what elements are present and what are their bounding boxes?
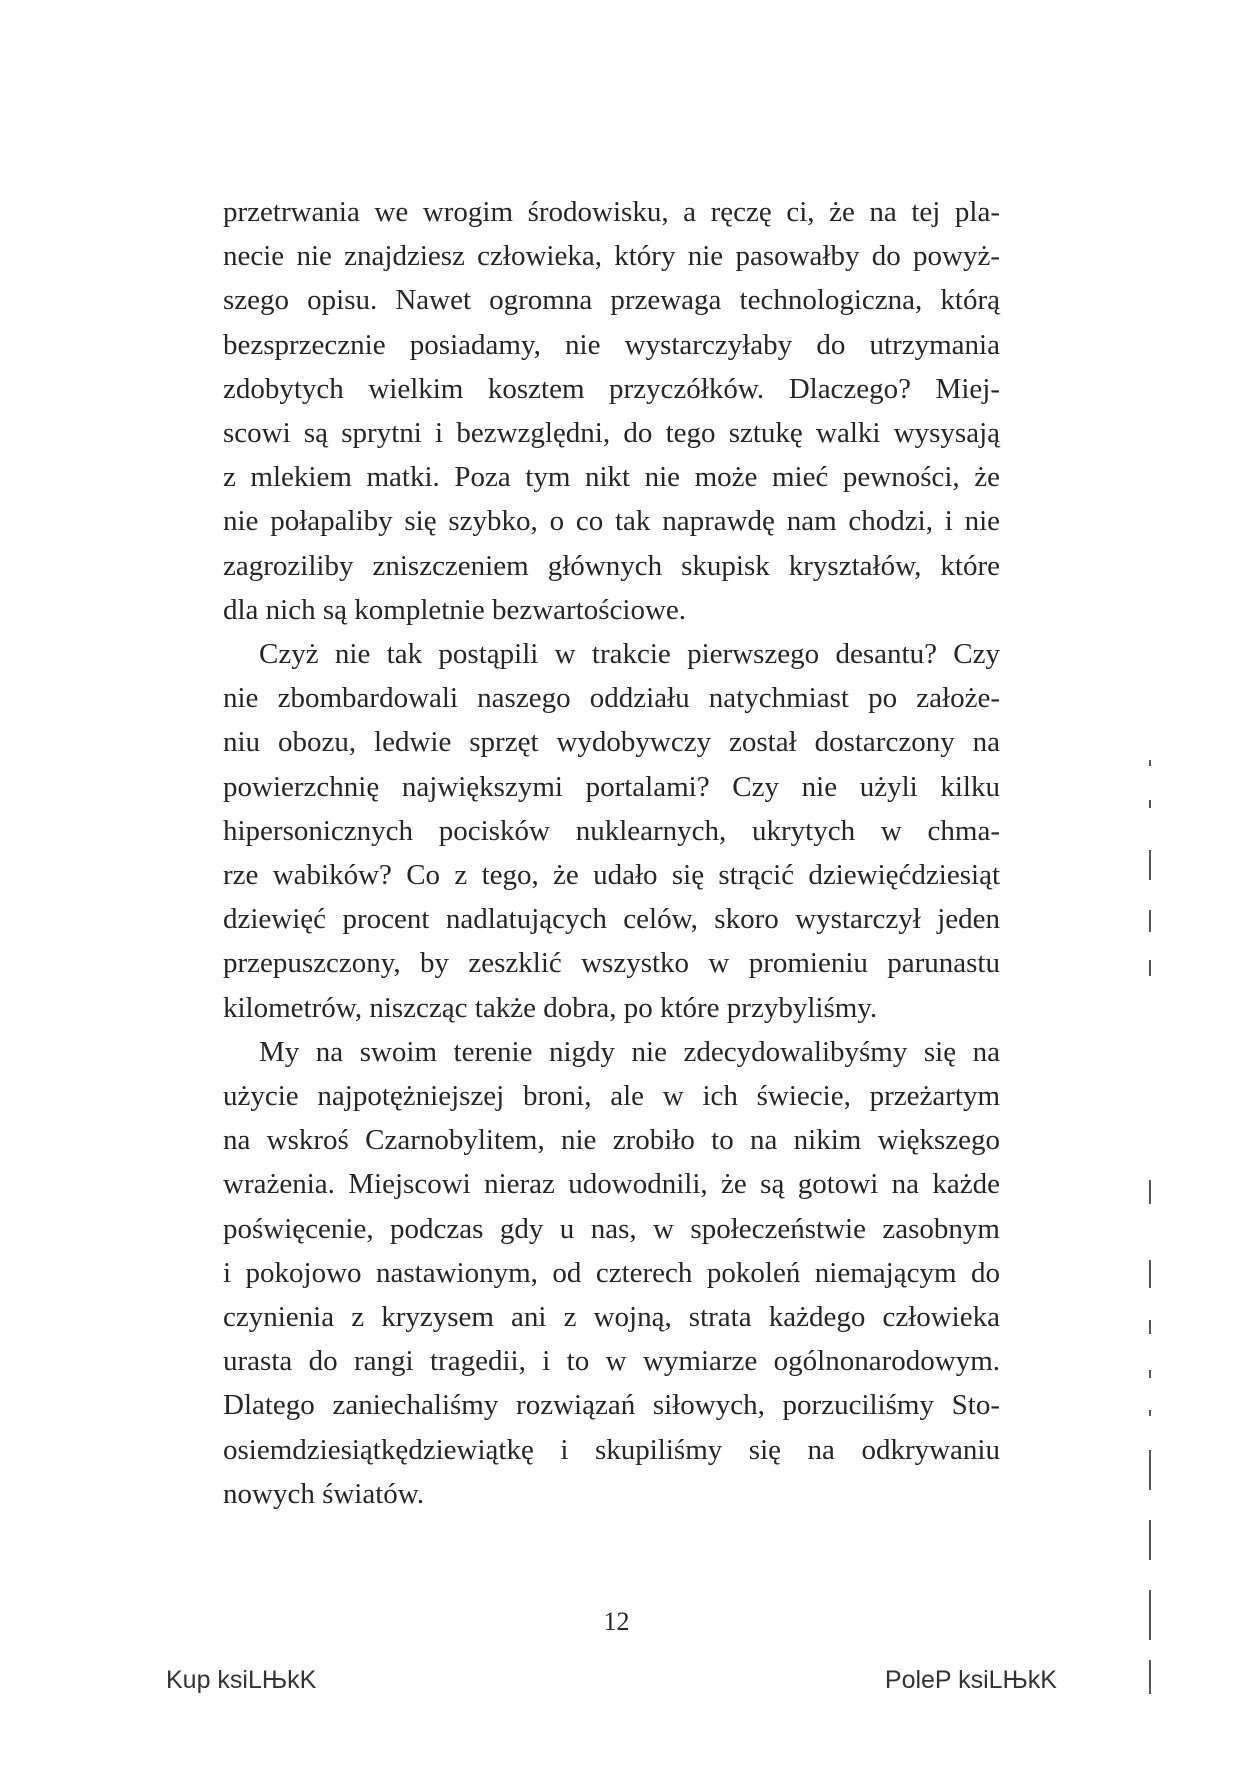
paragraph [223, 1030, 1000, 1516]
text-line: Czyż nie tak postąpili w trakcie pierwszego desantu? Czy [259, 638, 1000, 671]
body-text [223, 190, 1000, 1516]
text-line: My na swoim terenie nigdy nie zdecydowalibyśmy się na [259, 1035, 1000, 1068]
text-line: scowi są sprytni i bezwzględni, do tego sztukę walki wysysają [223, 417, 1000, 450]
text-line: na wskroś Czarnobylitem, nie zrobiło to na nikim większego [223, 1124, 1000, 1157]
paragraph [223, 632, 1000, 1030]
text-line: nie zbombardowali naszego oddziału natychmiast po założe- [223, 682, 1000, 715]
text-line: z mlekiem matki. Poza tym nikt nie może mieć pewności, że [223, 461, 1000, 494]
text-line: hipersonicznych pocisków nuklearnych, ukrytych w chma- [223, 814, 1000, 847]
text-line: szego opisu. Nawet ogromna przewaga technologiczna, którą [223, 284, 1000, 317]
text-line: Dlatego zaniechaliśmy rozwiązań siłowych, porzuciliśmy Sto- [223, 1389, 1000, 1422]
text-line: bezsprzecznie posiadamy, nie wystarczyłaby do utrzymania [223, 328, 1000, 361]
text-line: dla nich są kompletnie bezwartościowe. [223, 593, 687, 626]
recommend-book-link[interactable]: PoleP ksiLЊkK [884, 1666, 1057, 1694]
text-line: wrażenia. Miejscowi nieraz udowodnili, że są gotowi na każde [223, 1168, 1000, 1201]
paragraph [223, 190, 1000, 632]
text-line: osiemdziesiątkędziewiątkę i skupiliśmy się na odkrywaniu [223, 1433, 1000, 1466]
text-line: dziewięć procent nadlatujących celów, skoro wystarczył jeden [223, 903, 1000, 936]
text-line: rze wabików? Co z tego, że udało się strącić dziewięćdziesiąt [223, 859, 1000, 892]
buy-book-link[interactable]: Kup ksiLЊkK [166, 1666, 317, 1694]
text-line: zagroziliby zniszczeniem głównych skupisk kryształów, które [223, 549, 1000, 582]
text-line: urasta do rangi tragedii, i to w wymiarze ogólnonarodowym. [223, 1345, 1000, 1378]
text-line: czynienia z kryzysem ani z wojną, strata każdego człowieka [223, 1301, 1000, 1334]
text-line: przepuszczony, by zeszklić wszystko w promieniu parunastu [223, 947, 1000, 980]
text-line: poświęcenie, podczas gdy u nas, w społeczeństwie zasobnym [223, 1212, 1000, 1245]
text-line: użycie najpotężniejszej broni, ale w ich świecie, przeżartym [223, 1080, 1000, 1113]
text-line: niu obozu, ledwie sprzęt wydobywczy został dostarczony na [223, 726, 1000, 759]
text-line: zdobytych wielkim kosztem przyczółków. Dlaczego? Miej- [223, 372, 1000, 405]
text-line: i pokojowo nastawionym, od czterech pokoleń niemającym do [223, 1256, 1000, 1289]
text-line: przetrwania we wrogim środowisku, a ręczę ci, że na tej pla- [223, 196, 1000, 228]
text-line: nowych światów. [223, 1477, 425, 1510]
page-edge-marks [1149, 760, 1153, 1700]
text-line: kilometrów, niszcząc także dobra, po które przybyliśmy. [223, 991, 878, 1024]
text-line: necie nie znajdziesz człowieka, który nie pasowałby do powyż- [223, 240, 1000, 273]
text-line: nie połapaliby się szybko, o co tak naprawdę nam chodzi, i nie [223, 505, 1000, 538]
text-line: powierzchnię największymi portalami? Czy nie użyli kilku [223, 770, 1000, 803]
page-number: 12 [603, 1607, 630, 1636]
